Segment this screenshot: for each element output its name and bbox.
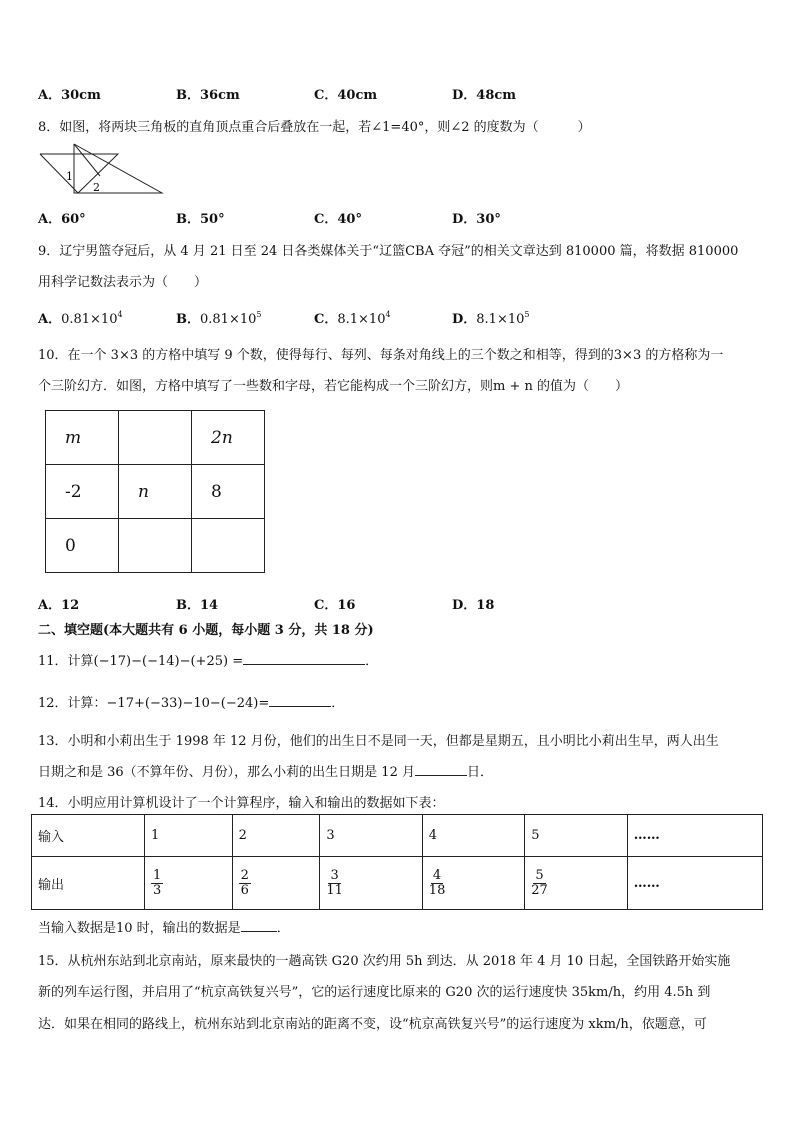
output-cell: $\frac{2}{6}$ [232,857,320,910]
q9-line2: 用科学记数法表示为（ ） [38,275,208,290]
q7-option-b: B．36cm [176,88,240,103]
input-row-label: 输入 [32,815,145,857]
q8-option-c: C．40° [314,212,362,227]
q9-option-a: A．$0.81\times 10^4$ [38,310,123,327]
q14-text: 14．小明应用计算机设计了一个计算程序，输入和输出的数据如下表： [38,796,445,811]
io-table [31,814,763,910]
q8-text: 8．如图，将两块三角板的直角顶点重合后叠放在一起，若∠1=40°，则∠2 的度数为（ ） [38,120,591,135]
q9-option-b: B．$0.81\times 10^5$ [176,310,262,327]
magic-cell: m [46,411,119,465]
q15-line3: 达．如果在相同的路线上，杭州东站到北京南站的距离不变，设“杭京高铁复兴号”的运行速度为 xkm/h，依题意，可 [38,1017,707,1032]
q10-line1: 10．在一个 3×3 的方格中填写 9 个数，使得每行、每列、每条对角线上的三个数之和相等，得到的3×3 的方格称为一 [38,348,724,363]
q15-line1: 15．从杭州东站到北京南站，原来最快的一趟高铁 G20 次约用 5h 到达．从 2018 年 4 月 10 日起，全国铁路开始实施 [38,954,731,969]
output-cell: $\frac{5}{27}$ [525,857,627,910]
q7-option-d: D．48cm [452,88,517,103]
q8-option-a: A．60° [38,212,86,227]
q15-line2: 新的列车运行图，并启用了“杭京高铁复兴号”，它的运行速度比原来的 G20 次的运行速度快 35km/h，约用 4.5h 到 [38,985,711,1000]
magic-cell: 2n [192,411,265,465]
input-cell: …… [627,815,762,857]
section-heading: 二、填空题(本大题共有 6 小题，每小题 3 分，共 18 分) [38,623,374,638]
q10-option-a: A．12 [38,598,80,613]
magic-square-grid [45,410,265,573]
q7-option-c: C．40cm [314,88,378,103]
q8-angle2-label: 2 [93,181,100,194]
q12: 12．计算：−17+(−33)−10−(−24)= ． [38,696,345,711]
q13-line2: 日期之和是 36（不算年份、月份），那么小莉的出生日期是 12 月 日． [38,765,493,780]
input-cell: 5 [525,815,627,857]
magic-cell: 0 [46,519,119,573]
q10-option-b: B．14 [176,598,219,613]
q14-after: 当输入数据是10 时，输出的数据是 ． [38,921,290,936]
output-row-label: 输出 [32,857,145,910]
magic-cell: -2 [46,465,119,519]
input-cell: 4 [422,815,524,857]
q8-triangles-figure [38,140,168,198]
q9-line1: 9．辽宁男篮夺冠后，从 4 月 21 日至 24 日各类媒体关于“辽篮CBA 夺冠”的相关文章达到 810000 篇，将数据 810000 [38,244,739,259]
q8-option-b: B．50° [176,212,225,227]
q10-line2: 个三阶幻方．如图，方格中填写了一些数和字母，若它能构成一个三阶幻方，则m + n 的值为（ ） [38,379,628,394]
output-cell: $\frac{4}{18}$ [422,857,524,910]
magic-cell [192,519,265,573]
q11: 11．计算(−17)−(−14)−(+25) = ． [38,654,379,669]
magic-cell: n [119,465,192,519]
output-cell: $\frac{3}{11}$ [320,857,422,910]
input-cell: 3 [320,815,422,857]
input-cell: 1 [145,815,233,857]
magic-cell: 8 [192,465,265,519]
q10-option-d: D．18 [452,598,495,613]
q7-option-a: A．30cm [38,88,101,103]
q10-option-c: C．16 [314,598,356,613]
magic-cell [119,411,192,465]
input-cell: 2 [232,815,320,857]
q8-angle1-label: 1 [66,170,73,183]
q13-line1: 13．小明和小莉出生于 1998 年 12 月份，他们的出生日不是同一天，但都是星期五，且小明比小莉出生早，两人出生 [38,734,719,749]
output-cell: $\frac{1}{3}$ [145,857,233,910]
q9-option-c: C．$8.1\times 10^4$ [314,310,391,327]
magic-cell [119,519,192,573]
q9-option-d: D．$8.1\times 10^5$ [452,310,530,327]
output-cell: …… [627,857,762,910]
q8-option-d: D．30° [452,212,501,227]
